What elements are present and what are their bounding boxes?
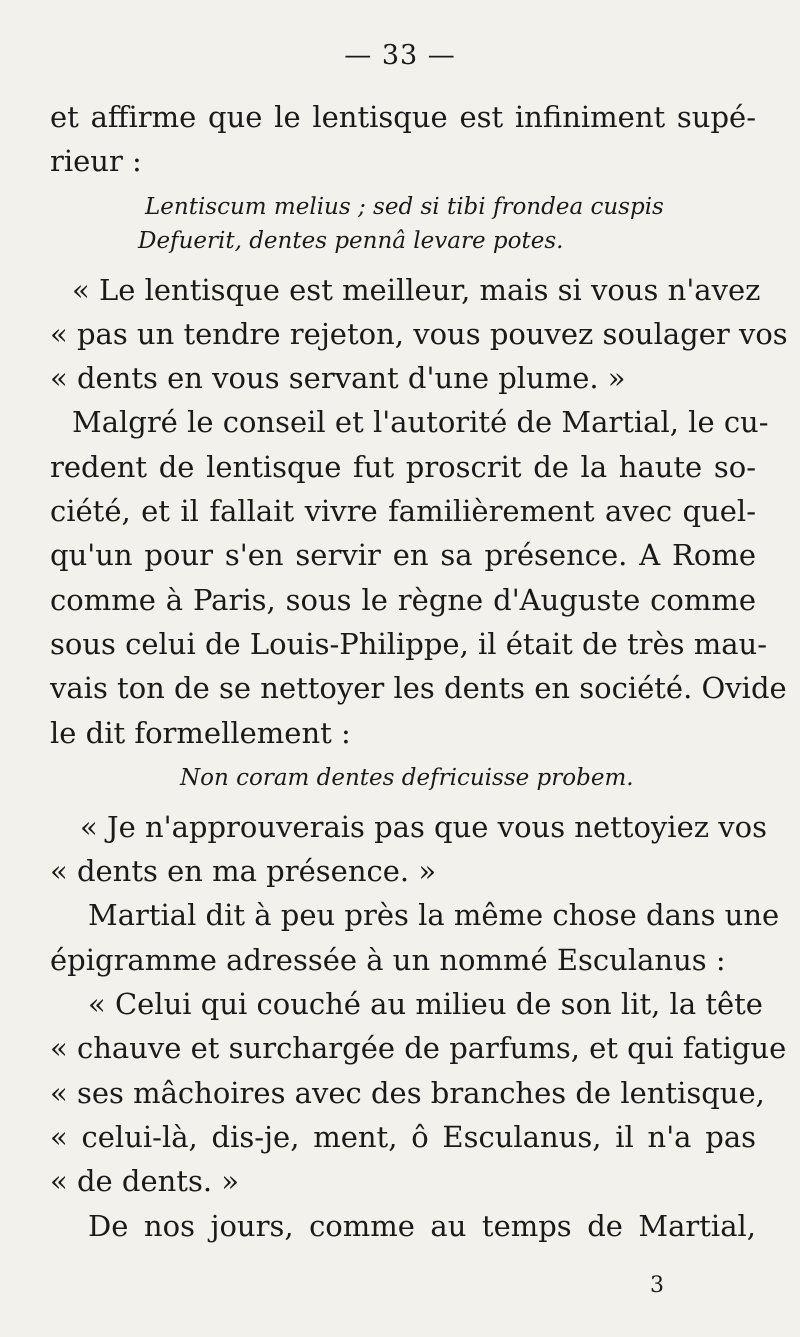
text-line: « de dents. » — [50, 1164, 240, 1199]
page-header: — 33 — — [344, 40, 456, 71]
text-line: rieur : — [50, 144, 142, 179]
text-line: « ses mâchoires avec des branches de lentisque, — [50, 1075, 765, 1110]
text-line: épigramme adressée à un nommé Esculanus : — [50, 942, 726, 977]
latin-quotation — [50, 190, 756, 258]
text-line: « dents en vous servant d'une plume. » — [50, 361, 626, 396]
text-line: qu'un pour s'en servir en sa présence. A Rome — [50, 538, 756, 573]
text-line: ciété, et il fallait vivre familièrement avec quel- — [50, 494, 756, 529]
text-line: comme à Paris, sous le règne d'Auguste comme — [50, 582, 756, 617]
text-line: redent de lentisque fut proscrit de la haute so- — [50, 449, 756, 484]
verse-line: Lentiscum melius ; sed si tibi frondea cuspis — [145, 193, 664, 220]
text-line: De nos jours, comme au temps de Martial, — [88, 1208, 756, 1243]
text-line: Malgré le conseil et l'autorité de Martial, le cu- — [72, 405, 769, 440]
text-line: Martial dit à peu près la même chose dans une — [88, 898, 780, 933]
text-line: « Le lentisque est meilleur, mais si vous n'avez — [72, 272, 761, 307]
verse-line: Defuerit, dentes pennâ levare potes. — [138, 227, 564, 254]
text-line: « dents en ma présence. » — [50, 854, 437, 889]
text-line: « Je n'approuverais pas que vous nettoyiez vos — [80, 809, 767, 844]
text-line: « pas un tendre rejeton, vous pouvez soulager vos — [50, 316, 788, 351]
verse-line: Non coram dentes defricuisse probem. — [180, 764, 634, 791]
text-line: « celui-là, dis-je, ment, ô Esculanus, il n'a pas — [50, 1119, 756, 1154]
text-line: le dit formellement : — [50, 715, 351, 750]
signature-mark: 3 — [650, 1273, 664, 1298]
text-line: « chauve et surchargée de parfums, et qui fatigue — [50, 1031, 787, 1066]
text-line: vais ton de se nettoyer les dents en société. Ovide — [50, 671, 787, 706]
text-line: « Celui qui couché au milieu de son lit, la tête — [88, 987, 763, 1022]
text-line: et affirme que le lentisque est infiniment supé- — [50, 100, 756, 134]
body-text — [50, 95, 788, 1248]
text-line: sous celui de Louis-Philippe, il était de très mau- — [50, 626, 768, 661]
latin-quotation — [50, 761, 756, 795]
